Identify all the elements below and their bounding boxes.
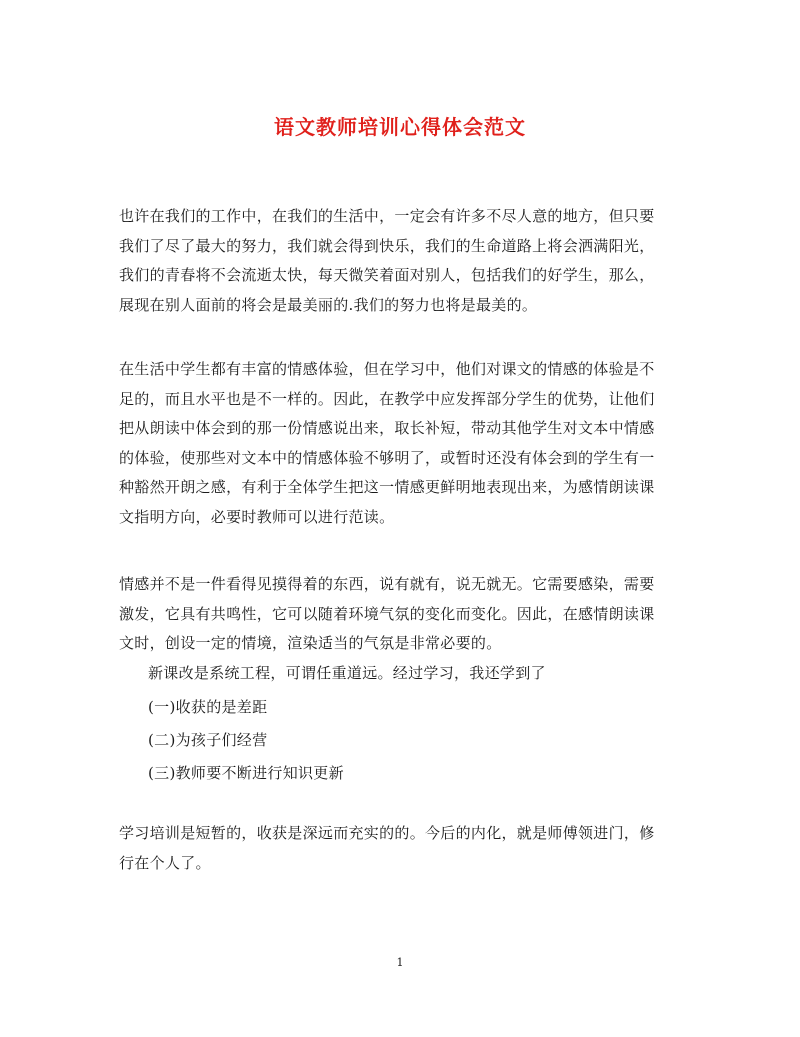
closing-paragraph bbox=[119, 819, 681, 878]
paragraph-1 bbox=[119, 202, 681, 320]
paragraph-line: 我们了尽了最大的努力，我们就会得到快乐，我们的生命道路上将会洒满阳光， bbox=[119, 236, 655, 255]
paragraph-3 bbox=[119, 570, 681, 659]
paragraph-line: 展现在别人面前的将会是最美丽的.我们的努力也将是最美的。 bbox=[119, 295, 538, 314]
indented-line: 新课改是系统工程，可谓任重道远。经过学习，我还学到了 bbox=[148, 664, 546, 682]
document-title: 语文教师培训心得体会范文 bbox=[274, 115, 526, 139]
paragraph-line: 的体验，使那些对文本中的情感体验不够明了，或暂时还没有体会到的学生有一 bbox=[119, 448, 655, 467]
paragraph-line: 我们的青春将不会流逝太快，每天微笑着面对别人，包括我们的好学生，那么， bbox=[119, 266, 655, 284]
paragraph-line: 行在个人了。 bbox=[119, 853, 211, 872]
paragraph-line: 文指明方向，必要时教师可以进行范读。 bbox=[119, 507, 395, 526]
page-number: 1 bbox=[396, 956, 404, 969]
list-item: (三)教师要不断进行知识更新 bbox=[148, 764, 344, 782]
paragraph-2 bbox=[119, 355, 681, 532]
paragraph-line: 情感并不是一件看得见摸得着的东西，说有就有，说无就无。它需要感染，需要 bbox=[119, 575, 655, 593]
paragraph-line: 在生活中学生都有丰富的情感体验，但在学习中，他们对课文的情感的体验是不 bbox=[119, 360, 655, 378]
paragraph-line: 种豁然开朗之感，有利于全体学生把这一情感更鲜明地表现出来，为感情朗读课 bbox=[119, 478, 655, 496]
paragraph-line: 把从朗读中体会到的那一份情感说出来，取长补短，带动其他学生对文本中情感 bbox=[119, 419, 655, 437]
list-item: (二)为孩子们经营 bbox=[148, 731, 268, 749]
list-item: (一)收获的是差距 bbox=[148, 698, 268, 716]
paragraph-line: 文时，创设一定的情境，渲染适当的气氛是非常必要的。 bbox=[119, 634, 502, 652]
paragraph-line: 激发，它具有共鸣性，它可以随着环境气氛的变化而变化。因此，在感情朗读课 bbox=[119, 604, 655, 623]
paragraph-line: 也许在我们的工作中，在我们的生活中，一定会有许多不尽人意的地方，但只要 bbox=[119, 207, 655, 225]
paragraph-line: 足的，而且水平也是不一样的。因此，在教学中应发挥部分学生的优势，让他们 bbox=[119, 389, 655, 408]
paragraph-line: 学习培训是短暂的，收获是深远而充实的的。今后的内化，就是师傅领进门，修 bbox=[119, 824, 655, 842]
